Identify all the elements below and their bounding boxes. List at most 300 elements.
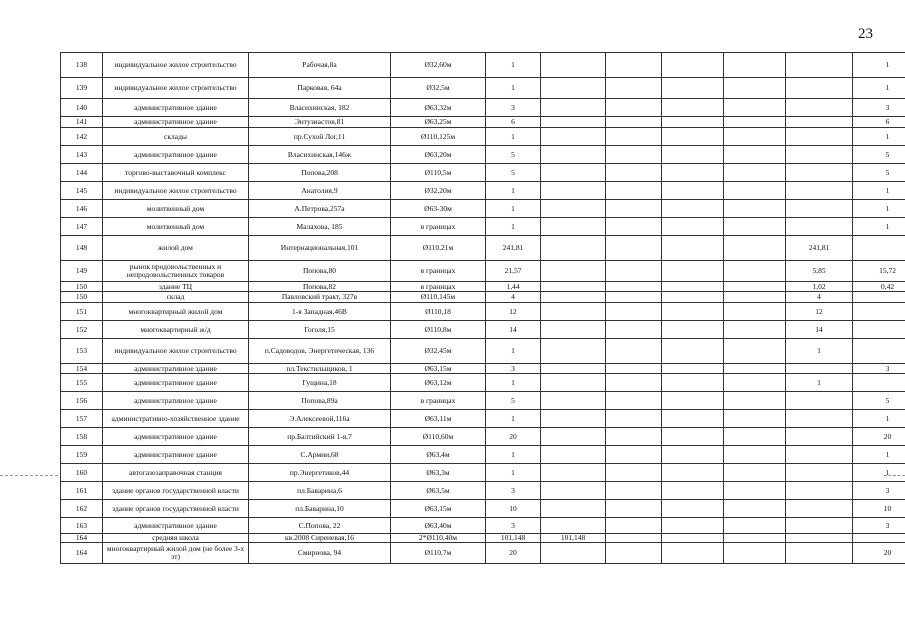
pipe-diameter-cell: в границах xyxy=(391,392,486,410)
col-11-cell xyxy=(853,534,905,543)
col-7-cell xyxy=(606,482,662,500)
pipe-diameter-cell: Ø110,8м xyxy=(391,321,486,339)
address-cell: Попова,82 xyxy=(249,282,391,292)
total-value-cell: 10 xyxy=(486,500,541,518)
col-7-cell xyxy=(606,164,662,182)
row-number-cell: 161 xyxy=(61,482,103,500)
address-cell: Малахова, 185 xyxy=(249,218,391,236)
col-6-cell xyxy=(541,78,606,99)
col-10-cell: 12 xyxy=(786,303,853,321)
pipe-diameter-cell: Ø110,145м xyxy=(391,292,486,303)
col-6-cell xyxy=(541,543,606,564)
pipe-diameter-cell: Ø63,40м xyxy=(391,518,486,534)
col-7-cell xyxy=(606,464,662,482)
col-9-cell xyxy=(724,339,786,364)
col-7-cell xyxy=(606,200,662,218)
object-type-cell: индивидуальное жилое строительство xyxy=(103,182,249,200)
col-11-cell: 1 xyxy=(853,128,905,146)
col-7-cell xyxy=(606,321,662,339)
col-11-cell: 1 xyxy=(853,78,905,99)
col-8-cell xyxy=(662,164,724,182)
col-10-cell xyxy=(786,500,853,518)
total-value-cell: 3 xyxy=(486,99,541,117)
col-10-cell xyxy=(786,518,853,534)
col-8-cell xyxy=(662,543,724,564)
col-8-cell xyxy=(662,374,724,392)
col-8-cell xyxy=(662,117,724,128)
row-number-cell: 145 xyxy=(61,182,103,200)
total-value-cell: 20 xyxy=(486,428,541,446)
col-10-cell: 14 xyxy=(786,321,853,339)
col-8-cell xyxy=(662,339,724,364)
col-8-cell xyxy=(662,410,724,428)
col-7-cell xyxy=(606,364,662,374)
col-10-cell xyxy=(786,446,853,464)
col-11-cell: 20 xyxy=(853,428,905,446)
total-value-cell: 1 xyxy=(486,200,541,218)
object-type-cell: средняя школа xyxy=(103,534,249,543)
col-11-cell: 15,72 xyxy=(853,261,905,282)
object-type-cell: административное здание xyxy=(103,374,249,392)
col-10-cell xyxy=(786,392,853,410)
col-9-cell xyxy=(724,518,786,534)
address-cell: Павловский тракт, 327в xyxy=(249,292,391,303)
table-row xyxy=(61,410,905,428)
col-6-cell xyxy=(541,53,606,78)
col-10-cell xyxy=(786,534,853,543)
col-7-cell xyxy=(606,146,662,164)
table-row xyxy=(61,146,905,164)
col-7-cell xyxy=(606,543,662,564)
col-8-cell xyxy=(662,464,724,482)
total-value-cell: 1 xyxy=(486,128,541,146)
table-row xyxy=(61,117,905,128)
col-11-cell xyxy=(853,303,905,321)
col-6-cell xyxy=(541,200,606,218)
col-7-cell xyxy=(606,117,662,128)
col-9-cell xyxy=(724,534,786,543)
object-type-cell: торгово-выставочный комплекс xyxy=(103,164,249,182)
total-value-cell: 3 xyxy=(486,518,541,534)
table-row xyxy=(61,218,905,236)
total-value-cell: 14 xyxy=(486,321,541,339)
object-type-cell: административное здание xyxy=(103,364,249,374)
pipe-diameter-cell: Ø63,15м xyxy=(391,364,486,374)
table-row xyxy=(61,543,905,564)
col-6-cell xyxy=(541,99,606,117)
col-10-cell xyxy=(786,78,853,99)
object-type-cell: молитвенный дом xyxy=(103,218,249,236)
total-value-cell: 241,81 xyxy=(486,236,541,261)
col-7-cell xyxy=(606,374,662,392)
object-type-cell: здание органов государственной власти xyxy=(103,482,249,500)
col-8-cell xyxy=(662,534,724,543)
object-type-cell: административное здание xyxy=(103,518,249,534)
col-6-cell xyxy=(541,364,606,374)
col-9-cell xyxy=(724,218,786,236)
table-row xyxy=(61,236,905,261)
col-6-cell xyxy=(541,236,606,261)
data-table xyxy=(60,52,905,564)
col-11-cell: 3 xyxy=(853,518,905,534)
row-number-cell: 153 xyxy=(61,339,103,364)
address-cell: 1-я Западная,46В xyxy=(249,303,391,321)
col-9-cell xyxy=(724,464,786,482)
row-number-cell: 155 xyxy=(61,374,103,392)
table-row xyxy=(61,339,905,364)
object-type-cell: административно-хозяйственное здание xyxy=(103,410,249,428)
col-6-cell xyxy=(541,428,606,446)
col-8-cell xyxy=(662,218,724,236)
col-8-cell xyxy=(662,53,724,78)
col-7-cell xyxy=(606,518,662,534)
col-9-cell xyxy=(724,200,786,218)
row-number-cell: 149 xyxy=(61,261,103,282)
col-10-cell: 1,02 xyxy=(786,282,853,292)
object-type-cell: индивидуальное жилое строительство xyxy=(103,53,249,78)
col-10-cell: 241,81 xyxy=(786,236,853,261)
table-row xyxy=(61,292,905,303)
col-9-cell xyxy=(724,364,786,374)
col-8-cell xyxy=(662,321,724,339)
total-value-cell: 1 xyxy=(486,78,541,99)
total-value-cell: 6 xyxy=(486,117,541,128)
pipe-diameter-cell: Ø63,3м xyxy=(391,464,486,482)
col-8-cell xyxy=(662,282,724,292)
col-11-cell: 20 xyxy=(853,543,905,564)
table-row xyxy=(61,261,905,282)
pipe-diameter-cell: Ø32,45м xyxy=(391,339,486,364)
object-type-cell: автогазозаправочная станция xyxy=(103,464,249,482)
address-cell: Попова,208 xyxy=(249,164,391,182)
pipe-diameter-cell: Ø63,12м xyxy=(391,374,486,392)
col-6-cell xyxy=(541,182,606,200)
col-11-cell xyxy=(853,321,905,339)
address-cell: пл.Баварина,10 xyxy=(249,500,391,518)
col-11-cell: 1 xyxy=(853,53,905,78)
pipe-diameter-cell: Ø110,18 xyxy=(391,303,486,321)
pipe-diameter-cell: Ø63,32м xyxy=(391,99,486,117)
row-number-cell: 140 xyxy=(61,99,103,117)
object-type-cell: многоквартирный жилой дом xyxy=(103,303,249,321)
col-10-cell xyxy=(786,117,853,128)
address-cell: С.Попова, 22 xyxy=(249,518,391,534)
col-9-cell xyxy=(724,128,786,146)
col-6-cell xyxy=(541,410,606,428)
col-11-cell: 3 xyxy=(853,364,905,374)
col-10-cell xyxy=(786,428,853,446)
pipe-diameter-cell: Ø110,7м xyxy=(391,543,486,564)
table-row xyxy=(61,428,905,446)
table-row xyxy=(61,446,905,464)
total-value-cell: 1 xyxy=(486,464,541,482)
row-number-cell: 163 xyxy=(61,518,103,534)
pipe-diameter-cell: Ø63,5м xyxy=(391,482,486,500)
col-7-cell xyxy=(606,446,662,464)
col-6-cell xyxy=(541,321,606,339)
row-number-cell: 146 xyxy=(61,200,103,218)
address-cell: Анатолия,9 xyxy=(249,182,391,200)
col-9-cell xyxy=(724,482,786,500)
pipe-diameter-cell: Ø63,11м xyxy=(391,410,486,428)
col-10-cell xyxy=(786,218,853,236)
col-6-cell xyxy=(541,282,606,292)
col-9-cell xyxy=(724,410,786,428)
col-6-cell xyxy=(541,146,606,164)
col-11-cell: 5 xyxy=(853,392,905,410)
total-value-cell: 101,148 xyxy=(486,534,541,543)
col-7-cell xyxy=(606,292,662,303)
col-8-cell xyxy=(662,500,724,518)
col-11-cell: 5 xyxy=(853,146,905,164)
table-row xyxy=(61,518,905,534)
total-value-cell: 4 xyxy=(486,292,541,303)
pipe-diameter-cell: Ø32,20м xyxy=(391,182,486,200)
row-number-cell: 156 xyxy=(61,392,103,410)
total-value-cell: 21,57 xyxy=(486,261,541,282)
row-number-cell: 151 xyxy=(61,303,103,321)
table-row xyxy=(61,464,905,482)
col-7-cell xyxy=(606,410,662,428)
col-10-cell xyxy=(786,99,853,117)
total-value-cell: 3 xyxy=(486,364,541,374)
col-10-cell xyxy=(786,464,853,482)
object-type-cell: склад xyxy=(103,292,249,303)
object-type-cell: молитвенный дом xyxy=(103,200,249,218)
table-row xyxy=(61,500,905,518)
col-9-cell xyxy=(724,303,786,321)
total-value-cell: 1 xyxy=(486,53,541,78)
object-type-cell: здание ТЦ xyxy=(103,282,249,292)
col-6-cell xyxy=(541,500,606,518)
col-10-cell: 4 xyxy=(786,292,853,303)
col-8-cell xyxy=(662,482,724,500)
pipe-diameter-cell: 2*Ø110,40м xyxy=(391,534,486,543)
address-cell: Э.Алексеевой,116а xyxy=(249,410,391,428)
row-number-cell: 158 xyxy=(61,428,103,446)
col-9-cell xyxy=(724,543,786,564)
pipe-diameter-cell: Ø110,5м xyxy=(391,164,486,182)
col-11-cell: 3 xyxy=(853,482,905,500)
col-10-cell xyxy=(786,146,853,164)
col-6-cell xyxy=(541,446,606,464)
object-type-cell: здание органов государственной власти xyxy=(103,500,249,518)
col-11-cell: 1 xyxy=(853,182,905,200)
pipe-diameter-cell: Ø110,21м xyxy=(391,236,486,261)
total-value-cell: 1 xyxy=(486,374,541,392)
address-cell: А.Петрова,257а xyxy=(249,200,391,218)
col-8-cell xyxy=(662,182,724,200)
col-8-cell xyxy=(662,261,724,282)
row-number-cell: 162 xyxy=(61,500,103,518)
table-row xyxy=(61,128,905,146)
col-8-cell xyxy=(662,99,724,117)
col-9-cell xyxy=(724,117,786,128)
row-number-cell: 148 xyxy=(61,236,103,261)
row-number-cell: 154 xyxy=(61,364,103,374)
col-10-cell xyxy=(786,543,853,564)
row-number-cell: 138 xyxy=(61,53,103,78)
row-number-cell: 157 xyxy=(61,410,103,428)
total-value-cell: 5 xyxy=(486,164,541,182)
col-6-cell xyxy=(541,482,606,500)
col-8-cell xyxy=(662,392,724,410)
col-6-cell xyxy=(541,518,606,534)
total-value-cell: 1 xyxy=(486,446,541,464)
row-number-cell: 159 xyxy=(61,446,103,464)
col-10-cell xyxy=(786,482,853,500)
col-10-cell xyxy=(786,364,853,374)
pipe-diameter-cell: Ø110,125м xyxy=(391,128,486,146)
col-11-cell: 10 xyxy=(853,500,905,518)
object-type-cell: административное здание xyxy=(103,428,249,446)
col-6-cell: 101,148 xyxy=(541,534,606,543)
col-6-cell xyxy=(541,128,606,146)
col-7-cell xyxy=(606,428,662,446)
col-11-cell xyxy=(853,374,905,392)
address-cell: пл.Баварина,6 xyxy=(249,482,391,500)
col-6-cell xyxy=(541,117,606,128)
address-cell: Рабочая,8а xyxy=(249,53,391,78)
col-10-cell xyxy=(786,128,853,146)
col-9-cell xyxy=(724,392,786,410)
col-8-cell xyxy=(662,200,724,218)
col-6-cell xyxy=(541,374,606,392)
table-row xyxy=(61,374,905,392)
table-row xyxy=(61,53,905,78)
address-cell: пр.Энергетиков,44 xyxy=(249,464,391,482)
col-9-cell xyxy=(724,78,786,99)
row-number-cell: 164 xyxy=(61,543,103,564)
col-8-cell xyxy=(662,518,724,534)
col-9-cell xyxy=(724,99,786,117)
address-cell: Гоголя,15 xyxy=(249,321,391,339)
address-cell: Гущина,18 xyxy=(249,374,391,392)
col-11-cell: 5 xyxy=(853,164,905,182)
address-cell: пр.Сухой Лог,11 xyxy=(249,128,391,146)
pipe-diameter-cell: Ø32,60м xyxy=(391,53,486,78)
col-7-cell xyxy=(606,218,662,236)
col-8-cell xyxy=(662,146,724,164)
page-number: 23 xyxy=(858,26,873,42)
address-cell: Энтузиастов,81 xyxy=(249,117,391,128)
table-row xyxy=(61,164,905,182)
total-value-cell: 12 xyxy=(486,303,541,321)
pipe-diameter-cell: в границах xyxy=(391,282,486,292)
col-6-cell xyxy=(541,392,606,410)
col-9-cell xyxy=(724,428,786,446)
col-6-cell xyxy=(541,292,606,303)
address-cell: пл.Текстильщиков, 1 xyxy=(249,364,391,374)
address-cell: Власихинская, 182 xyxy=(249,99,391,117)
object-type-cell: административное здание xyxy=(103,99,249,117)
col-11-cell: 1 xyxy=(853,218,905,236)
total-value-cell: 1 xyxy=(486,410,541,428)
object-type-cell: многоквартирный ж/д xyxy=(103,321,249,339)
col-7-cell xyxy=(606,500,662,518)
object-type-cell: индивидуальное жилое строительство xyxy=(103,339,249,364)
object-type-cell: жилой дом xyxy=(103,236,249,261)
col-11-cell: 3 xyxy=(853,99,905,117)
col-8-cell xyxy=(662,128,724,146)
object-type-cell: административное здание xyxy=(103,146,249,164)
col-11-cell: 1 xyxy=(853,410,905,428)
row-number-cell: 147 xyxy=(61,218,103,236)
address-cell: кв.2008 Сиреневая,16 xyxy=(249,534,391,543)
row-number-cell: 144 xyxy=(61,164,103,182)
row-number-cell: 164 xyxy=(61,534,103,543)
col-10-cell xyxy=(786,410,853,428)
table-row xyxy=(61,364,905,374)
table-row xyxy=(61,282,905,292)
col-9-cell xyxy=(724,164,786,182)
col-8-cell xyxy=(662,303,724,321)
col-6-cell xyxy=(541,303,606,321)
col-7-cell xyxy=(606,339,662,364)
table-row xyxy=(61,321,905,339)
pipe-diameter-cell: Ø63,25м xyxy=(391,117,486,128)
total-value-cell: 1 xyxy=(486,218,541,236)
total-value-cell: 5 xyxy=(486,392,541,410)
col-7-cell xyxy=(606,236,662,261)
col-9-cell xyxy=(724,321,786,339)
col-9-cell xyxy=(724,374,786,392)
col-8-cell xyxy=(662,446,724,464)
row-number-cell: 160 xyxy=(61,464,103,482)
address-cell: Парковая, 64а xyxy=(249,78,391,99)
col-6-cell xyxy=(541,164,606,182)
col-11-cell xyxy=(853,236,905,261)
col-9-cell xyxy=(724,261,786,282)
col-7-cell xyxy=(606,78,662,99)
total-value-cell: 5 xyxy=(486,146,541,164)
total-value-cell: 1,44 xyxy=(486,282,541,292)
row-number-cell: 142 xyxy=(61,128,103,146)
pipe-diameter-cell: Ø63,15м xyxy=(391,500,486,518)
col-11-cell xyxy=(853,339,905,364)
address-cell: п.Садоводов, Энергетическая, 136 xyxy=(249,339,391,364)
total-value-cell: 1 xyxy=(486,182,541,200)
total-value-cell: 20 xyxy=(486,543,541,564)
col-9-cell xyxy=(724,146,786,164)
col-10-cell xyxy=(786,182,853,200)
col-11-cell: 1 xyxy=(853,446,905,464)
col-6-cell xyxy=(541,218,606,236)
table-row xyxy=(61,78,905,99)
col-9-cell xyxy=(724,282,786,292)
col-9-cell xyxy=(724,53,786,78)
col-10-cell xyxy=(786,53,853,78)
col-9-cell xyxy=(724,500,786,518)
table-row xyxy=(61,482,905,500)
col-11-cell: 0,42 xyxy=(853,282,905,292)
col-7-cell xyxy=(606,261,662,282)
col-11-cell: 6 xyxy=(853,117,905,128)
object-type-cell: административное здание xyxy=(103,117,249,128)
col-7-cell xyxy=(606,128,662,146)
col-8-cell xyxy=(662,236,724,261)
col-10-cell: 1 xyxy=(786,339,853,364)
margin-dash-left xyxy=(0,475,58,476)
address-cell: пр.Балтийский 1-я,7 xyxy=(249,428,391,446)
row-number-cell: 152 xyxy=(61,321,103,339)
col-10-cell xyxy=(786,200,853,218)
col-6-cell xyxy=(541,261,606,282)
object-type-cell: административное здание xyxy=(103,392,249,410)
col-7-cell xyxy=(606,392,662,410)
col-9-cell xyxy=(724,182,786,200)
col-7-cell xyxy=(606,282,662,292)
